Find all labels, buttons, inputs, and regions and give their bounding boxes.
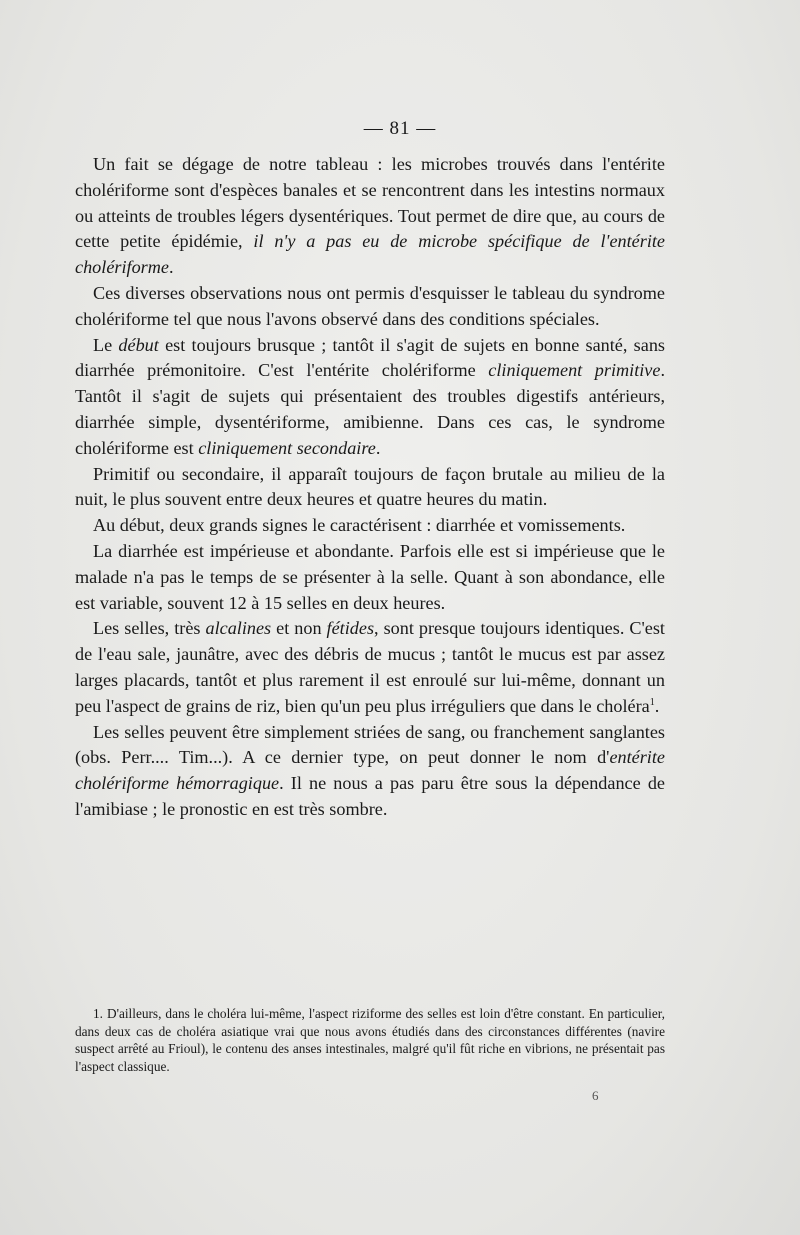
text-run: Ces diverses observations nous ont permis d'esquisser le tableau du syndrome cholériforme tel que nous l'avons observé dans des conditions spéciales. xyxy=(75,282,665,329)
main-text xyxy=(75,152,665,823)
text-run: . xyxy=(654,695,660,716)
body-paragraph xyxy=(75,720,665,823)
body-paragraph xyxy=(75,462,665,514)
body-paragraph xyxy=(75,281,665,333)
footnote-reference: 1 xyxy=(649,696,655,708)
text-run: Le xyxy=(93,334,119,355)
body-paragraph xyxy=(75,616,665,719)
footnotes xyxy=(75,1005,665,1075)
body-paragraph xyxy=(75,539,665,616)
body-paragraph xyxy=(75,513,665,539)
text-run: 1. D'ailleurs, dans le choléra lui-même, l'aspect riziforme des selles est loin d'être constant. En particulier, dans deux cas de choléra asiatique vrai que nous avons étudiés dans des circonstances différentes (navire suspect arrêté au Frioul), le contenu des anses intestinales, malgré qu'il fût riche en vibrions, ne présentait pas l'aspect classique. xyxy=(75,1006,665,1074)
italic-text: fétides xyxy=(326,618,375,639)
text-run: Les selles peuvent être simplement striées de sang, ou franchement sanglantes (obs. Perr.... Tim...). A ce dernier type, on peut donner le nom d' xyxy=(75,721,665,768)
text-run: Au début, deux grands signes le caractérisent : diarrhée et vomissements. xyxy=(93,515,626,536)
text-run: est toujours brusque ; tantôt il s'agit de sujets en bonne santé, sans diarrhée prémonitoire. C'est l'entérite cholériforme xyxy=(75,334,665,381)
text-run: et non xyxy=(271,618,327,639)
italic-text: entérite cholériforme hémorragique xyxy=(75,747,665,794)
text-run: . xyxy=(168,257,174,278)
text-run: Primitif ou secondaire, il apparaît toujours de façon brutale au milieu de la nuit, le plus souvent entre deux heures et quatre heures du matin. xyxy=(75,463,665,510)
text-run: . Tantôt il s'agit de sujets qui présentaient des troubles digestifs antérieurs, diarrhée simple, dysentériforme, amibienne. Dans ces cas, le syndrome cholériforme est xyxy=(75,360,665,458)
text-run: . Il ne nous a pas paru être sous la dépendance de l'amibiase ; le pronostic en est très sombre. xyxy=(75,773,665,819)
page-number: — 81 — xyxy=(363,118,437,139)
text-run: Un fait se dégage de notre tableau : les microbes trouvés dans l'entérite cholériforme sont d'espèces banales et se rencontrent dans les intestins normaux ou atteints de troubles légers dysentériques. Tout permet de dire que, au cours de cette petite épidémie, xyxy=(75,154,665,252)
body-paragraph xyxy=(75,333,665,462)
text-run: , sont presque toujours identiques. C'est de l'eau sale, jaunâtre, avec des débris de mucus ; tantôt le mucus est par assez larges placards, tantôt et plus rarement il est enroulé sur lui-même, donnant un peu l'aspect de grains de riz, bien qu'un peu plus irréguliers que dans le choléra xyxy=(75,618,665,716)
italic-text: alcalines xyxy=(205,618,272,639)
italic-text: il n'y a pas eu de microbe spécifique de l'entérite cholériforme xyxy=(75,231,665,278)
text-run: . xyxy=(375,437,381,458)
italic-text: début xyxy=(118,334,159,355)
text-run: Les selles, très xyxy=(93,618,206,639)
footnote-paragraph xyxy=(75,1005,665,1075)
text-run: La diarrhée est impérieuse et abondante. Parfois elle est si impérieuse que le malade n'a pas le temps de se présenter à la selle. Quant à son abondance, elle est variable, souvent 12 à 15 selles en deux heures. xyxy=(75,540,665,613)
italic-text: cliniquement primitive xyxy=(488,360,661,381)
body-paragraph xyxy=(75,152,665,281)
italic-text: cliniquement secondaire xyxy=(198,437,376,458)
signature-mark: 6 xyxy=(592,1088,599,1103)
